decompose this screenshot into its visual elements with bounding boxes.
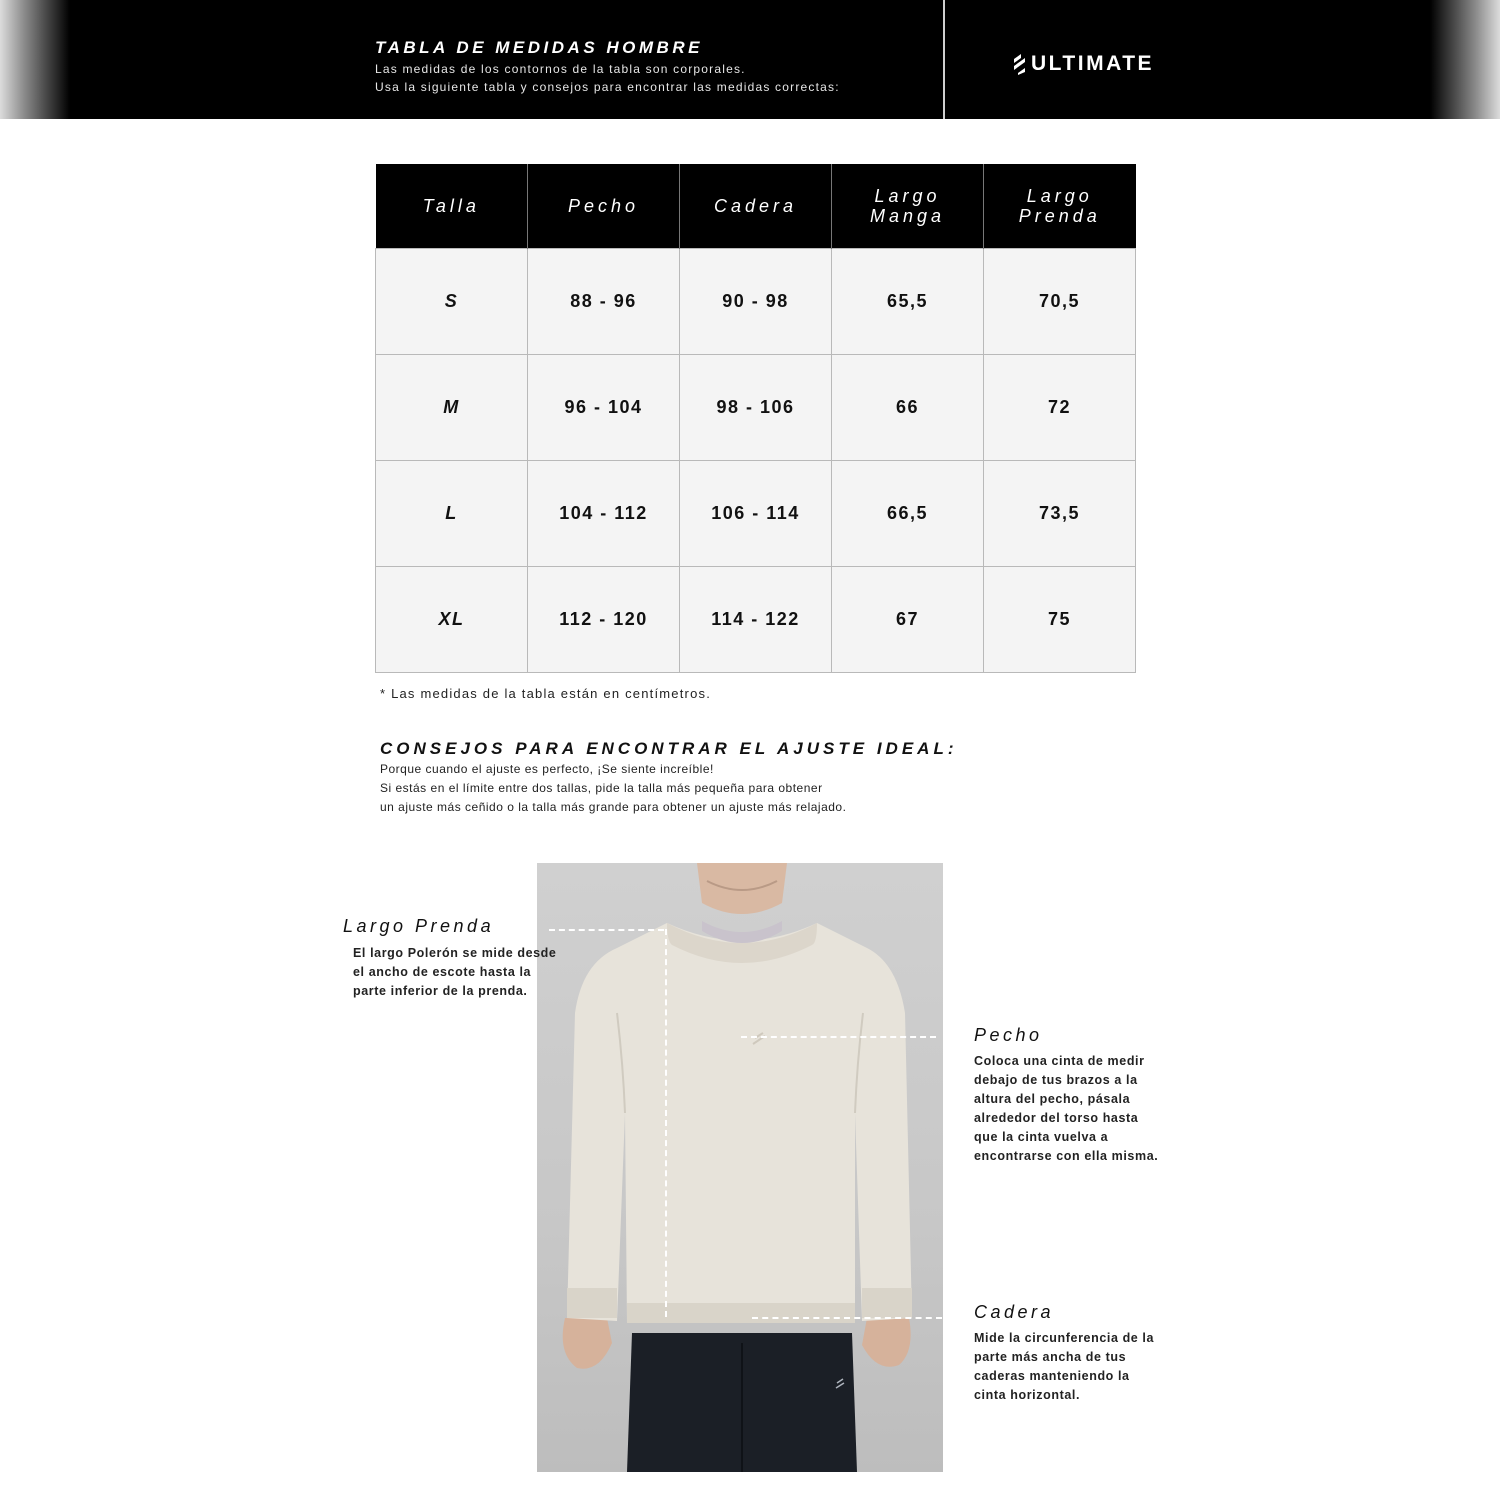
cell-cadera: 114 - 122 <box>680 567 832 673</box>
cadera-line <box>752 1317 942 1319</box>
cell-largo-prenda: 72 <box>984 355 1136 461</box>
largo-prenda-top-line <box>549 929 664 931</box>
cell-largo-manga: 66 <box>832 355 984 461</box>
table-row <box>376 249 1136 355</box>
largo-prenda-vertical-line <box>665 929 667 1317</box>
table-header-row <box>376 164 1136 249</box>
cell-cadera: 98 - 106 <box>680 355 832 461</box>
header-fade-left <box>0 0 70 119</box>
page-title: TABLA DE MEDIDAS HOMBRE <box>375 38 703 57</box>
header-fade-right <box>1430 0 1500 119</box>
annotation-cadera-title: Cadera <box>974 1302 1055 1322</box>
cell-cadera: 90 - 98 <box>680 249 832 355</box>
annotation-largo-prenda-text: El largo Polerón se mide desde el ancho de escote hasta la parte inferior de la prenda. <box>353 946 557 998</box>
annotation-cadera-text: Mide la circunferencia de la parte más ancha de tus caderas manteniendo la cinta horizontal. <box>974 1331 1155 1402</box>
cell-pecho: 88 - 96 <box>528 249 680 355</box>
cell-size: S <box>376 249 528 355</box>
header-divider <box>943 0 945 119</box>
cell-largo-prenda: 70,5 <box>984 249 1136 355</box>
cell-pecho: 96 - 104 <box>528 355 680 461</box>
cell-largo-prenda: 75 <box>984 567 1136 673</box>
column-header-cadera: Cadera <box>680 164 832 249</box>
tips-title: CONSEJOS PARA ENCONTRAR EL AJUSTE IDEAL: <box>380 739 958 758</box>
annotation-pecho-title: Pecho <box>974 1025 1043 1045</box>
cell-largo-manga: 65,5 <box>832 249 984 355</box>
column-header-pecho: Pecho <box>528 164 680 249</box>
model-illustration <box>537 863 943 1472</box>
column-header-largo-manga: Largo Manga <box>832 164 984 249</box>
annotation-largo-prenda-title: Largo Prenda <box>343 916 495 936</box>
cell-size: XL <box>376 567 528 673</box>
brand-name: ULTIMATE <box>1031 52 1155 75</box>
table-note: * Las medidas de la tabla están en centímetros. <box>380 686 712 701</box>
header-bar <box>0 0 1500 119</box>
cell-pecho: 104 - 112 <box>528 461 680 567</box>
header-subtitle-2: Usa la siguiente tabla y consejos para encontrar las medidas correctas: <box>375 80 840 94</box>
table-row <box>376 461 1136 567</box>
column-header-talla: Talla <box>376 164 528 249</box>
cell-pecho: 112 - 120 <box>528 567 680 673</box>
table-row <box>376 355 1136 461</box>
tips-line: Porque cuando el ajuste es perfecto, ¡Se siente increíble! <box>380 762 714 776</box>
cell-size: M <box>376 355 528 461</box>
ultimate-logo-icon <box>1012 53 1028 75</box>
cell-largo-manga: 66,5 <box>832 461 984 567</box>
header-subtitle-1: Las medidas de los contornos de la tabla son corporales. <box>375 62 746 76</box>
column-header-largo-prenda: Largo Prenda <box>984 164 1136 249</box>
model-photo <box>537 863 943 1472</box>
tips-line: un ajuste más ceñido o la talla más grande para obtener un ajuste más relajado. <box>380 800 847 814</box>
annotation-pecho-text: Coloca una cinta de medir debajo de tus brazos a la altura del pecho, pásala alrededor del torso hasta que la cinta vuelva a encontrarse con ella misma. <box>974 1054 1159 1163</box>
size-table <box>375 164 1136 673</box>
cell-cadera: 106 - 114 <box>680 461 832 567</box>
tips-line: Si estás en el límite entre dos tallas, pide la talla más pequeña para obtener <box>380 781 823 795</box>
cell-largo-manga: 67 <box>832 567 984 673</box>
pecho-line <box>741 1036 936 1038</box>
cell-size: L <box>376 461 528 567</box>
table-row <box>376 567 1136 673</box>
brand-logo <box>1012 52 1154 76</box>
cell-largo-prenda: 73,5 <box>984 461 1136 567</box>
